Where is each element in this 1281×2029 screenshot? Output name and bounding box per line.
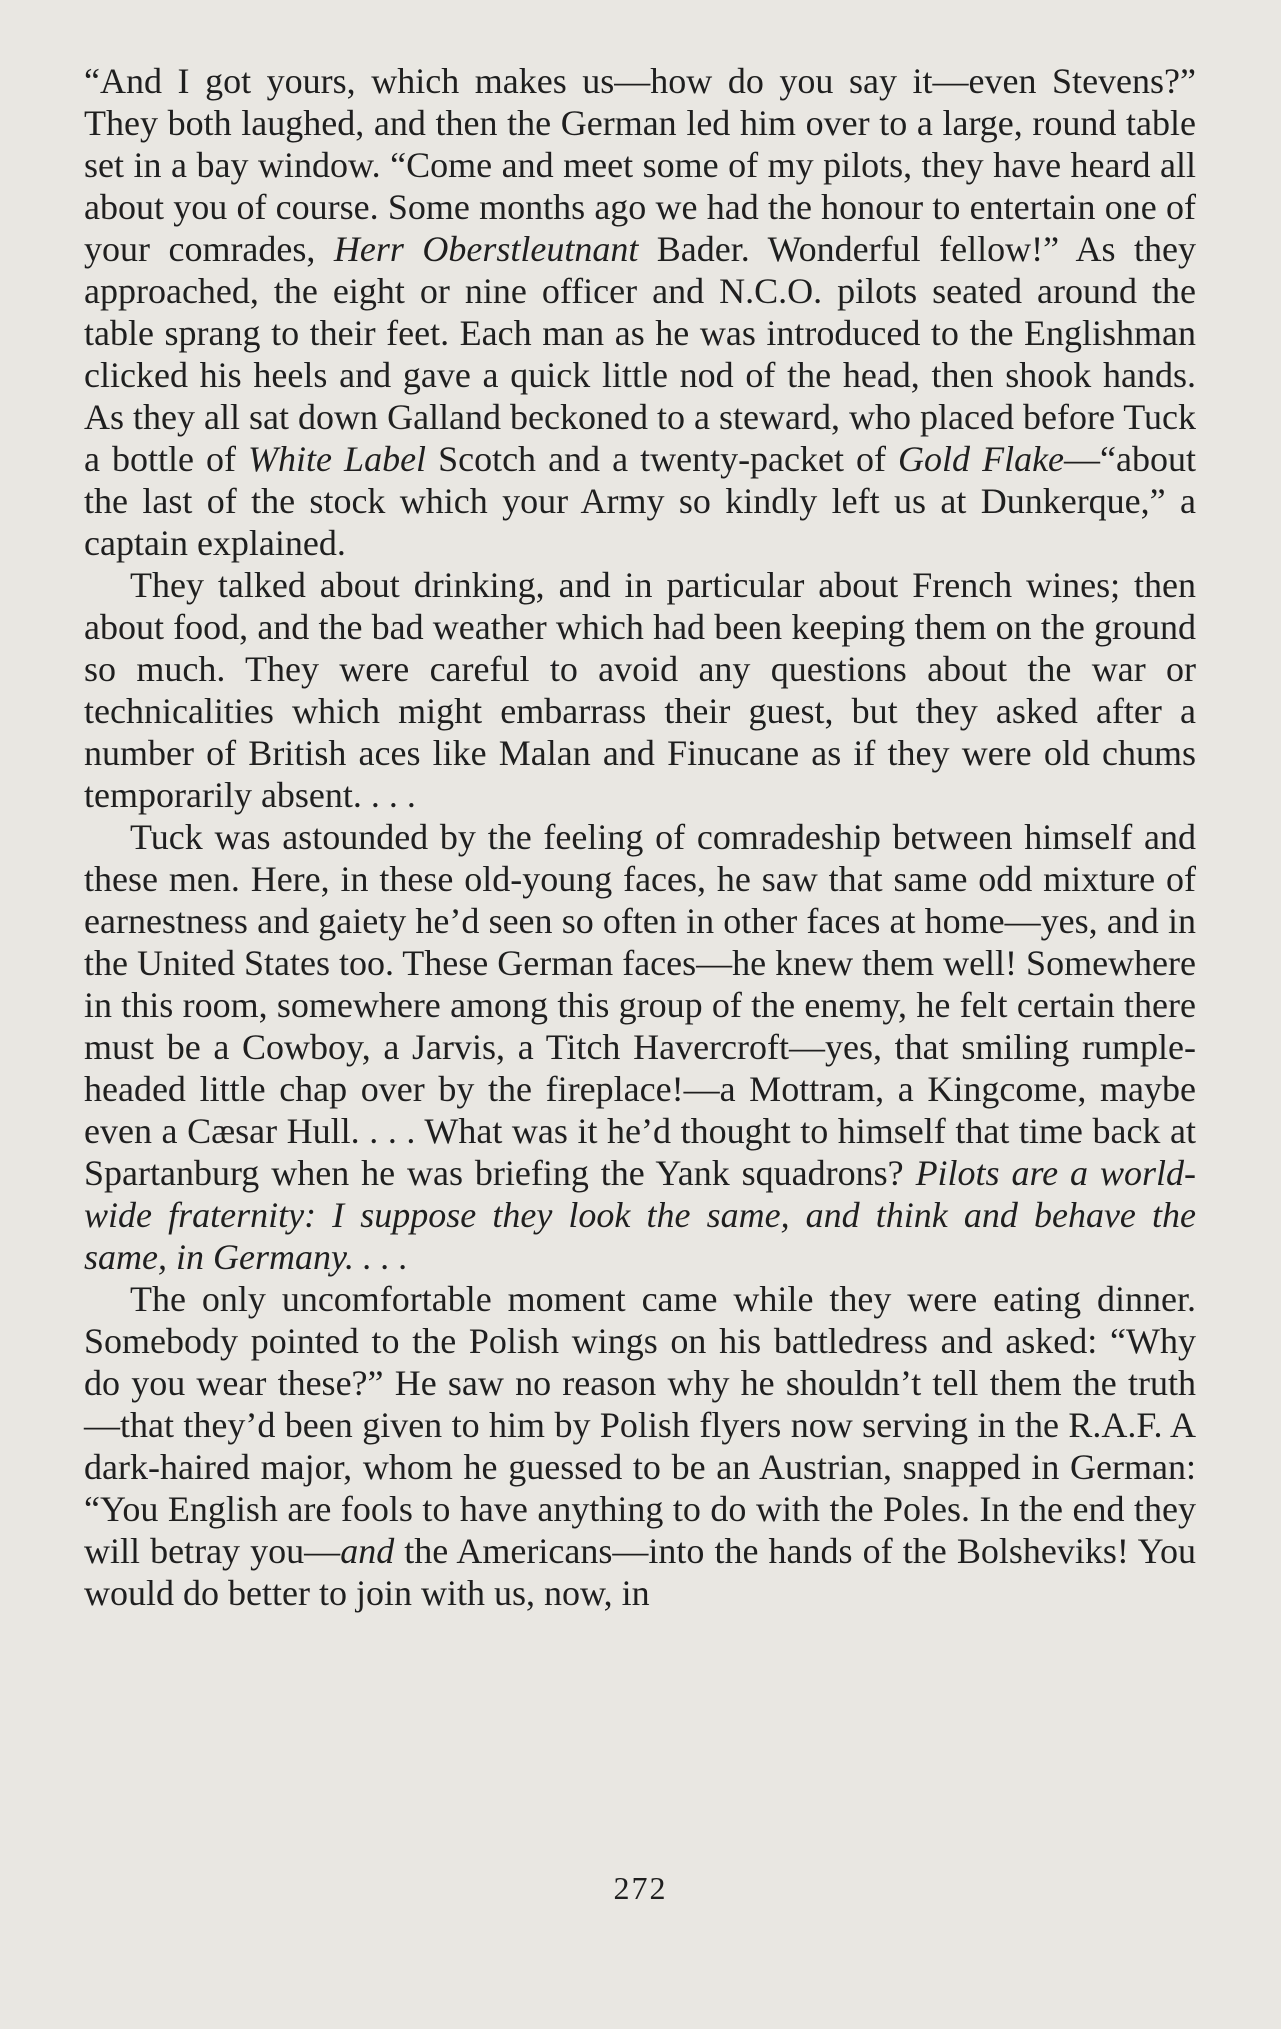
text-segment: the Americans—into the hands of the Bolsheviks! You would do better to join with us, now, in bbox=[84, 1531, 1197, 1613]
text-segment: “And I got yours, which makes us—how do you say it—even Stevens?” They both laughed, and then the German led him over to a large, round table set in a bay window. “Come and meet some of my pilots, they have heard all about you of course. Some months ago we had the honour to entertain one of your comrades, bbox=[84, 61, 1196, 269]
text-segment: Tuck was astounded by the feeling of comradeship between himself and these men. Here, in these old-young faces, he saw that same odd mixture of earnestness and gaiety he’d seen so often in other faces at home—yes, and in the United States too. These German faces—he knew them well! Somewhere in this room, somewhere among this group of the enemy, he felt certain there must be a Cowboy, a Jarvis, a Titch Havercroft—yes, that smiling rumple-headed little chap over by the fireplace!—a Mottram, a Kingcome, maybe even a Cæsar Hull. . . . What was it he’d thought to himself that time back at Spartanburg when he was briefing the Yank squadrons? bbox=[84, 817, 1196, 1193]
body-text bbox=[84, 60, 1196, 1614]
paragraph bbox=[84, 1278, 1196, 1614]
text-segment: —“about the last of the stock which your Army so kindly left us at Dunkerque,” a captain explained. bbox=[84, 439, 1196, 563]
italic-text: Pilots are a world-wide fraternity: I suppose they look the same, and think and behave the same, in Germany. . . . bbox=[84, 1153, 1196, 1277]
text-segment: Scotch and a twenty-packet of bbox=[426, 439, 899, 479]
italic-text: Gold Flake bbox=[898, 439, 1065, 479]
paragraph bbox=[84, 564, 1196, 816]
paragraph bbox=[84, 60, 1196, 564]
text-segment: Bader. Wonderful fellow!” As they approached, the eight or nine officer and N.C.O. pilots seated around the table sprang to their feet. Each man as he was introduced to the Englishman clicked his heels and gave a quick little nod of the head, then shook hands. As they all sat down Galland beckoned to a steward, who placed before Tuck a bottle of bbox=[84, 229, 1196, 479]
page-number: 272 bbox=[613, 1870, 668, 1906]
italic-text: and bbox=[340, 1531, 395, 1571]
text-segment: They talked about drinking, and in particular about French wines; then about food, and the bad weather which had been keeping them on the ground so much. They were careful to avoid any questions about the war or technicalities which might embarrass their guest, but they asked after a number of British aces like Malan and Finucane as if they were old chums temporarily absent. . . . bbox=[84, 565, 1196, 815]
text-segment: The only uncomfortable moment came while they were eating dinner. Somebody pointed to the Polish wings on his battledress and asked: “Why do you wear these?” He saw no reason why he shouldn’t tell them the truth—that they’d been given to him by Polish flyers now serving in the R.A.F. A dark-haired major, whom he guessed to be an Austrian, snapped in German: “You English are fools to have anything to do with the Poles. In the end they will betray you— bbox=[84, 1279, 1196, 1571]
paragraph bbox=[84, 816, 1196, 1278]
italic-text: Herr Oberstleutnant bbox=[333, 229, 639, 269]
italic-text: White Label bbox=[248, 439, 427, 479]
